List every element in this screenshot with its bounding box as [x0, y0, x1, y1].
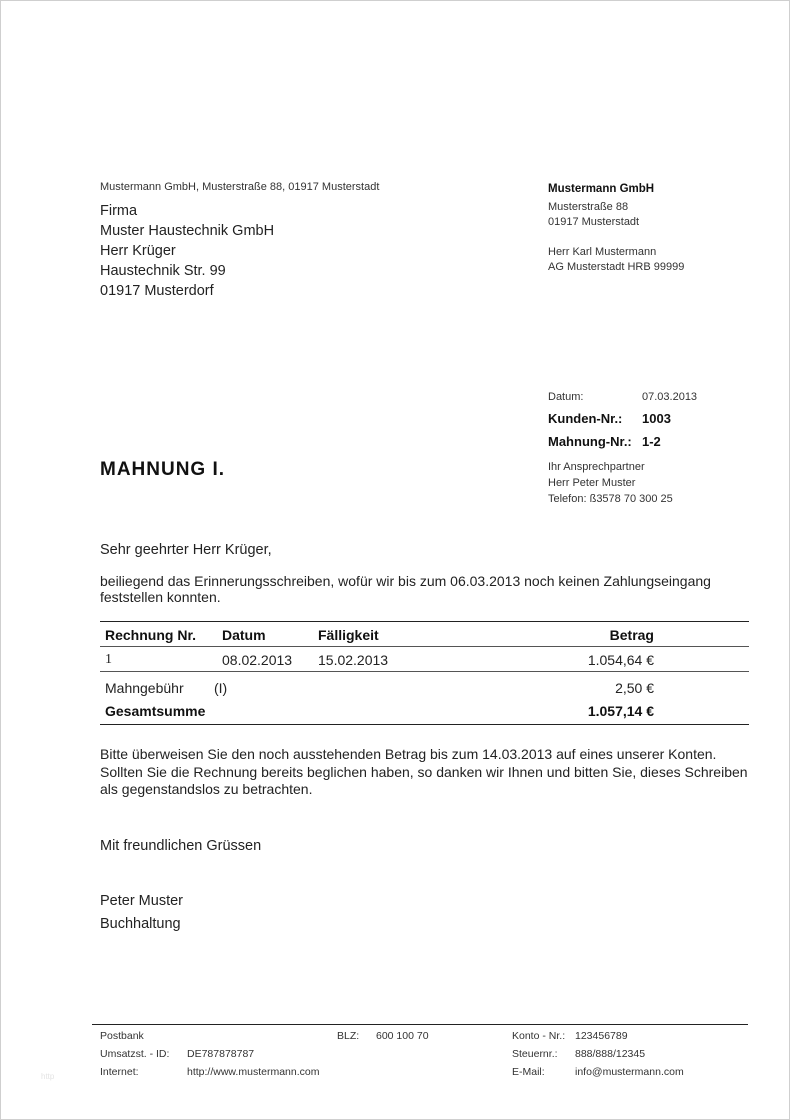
- letter-title: MAHNUNG I.: [100, 459, 226, 480]
- company-city: 01917 Musterstadt: [548, 216, 640, 228]
- customer-number-value: 1003: [642, 411, 671, 426]
- footer-labels-col-right: [512, 1027, 565, 1081]
- table-header-row: [100, 622, 749, 646]
- contact-person: Herr Peter Muster: [548, 477, 636, 489]
- payment-request-paragraph: Bitte überweisen Sie den noch ausstehenden Betrag bis zum 14.03.2013 auf eines unserer Konten. Sollten Sie die Rechnung bereits beglichen haben, so danken wir Ihnen und bitten Sie, dieses Schreiben als gegenstandslos zu betrachten.: [100, 746, 748, 797]
- footer-tax-label: Steuernr.:: [512, 1048, 558, 1060]
- footer-vat-label: Umsatzst. - ID:: [100, 1048, 170, 1060]
- footer-bank: Postbank: [100, 1030, 144, 1042]
- date-label: Datum:: [548, 391, 584, 403]
- invoice-amount: 1.054,64 €: [587, 652, 654, 668]
- closing-phrase: Mit freundlichen Grüssen: [100, 838, 262, 854]
- recipient-address: [100, 201, 274, 301]
- reminder-number-label: Mahnung-Nr.:: [548, 434, 632, 449]
- header-date: Datum: [222, 627, 266, 643]
- total-amount: 1.057,14 €: [587, 703, 654, 719]
- footer-rule: [92, 1024, 748, 1025]
- company-name: Mustermann GmbH: [548, 183, 655, 195]
- table-row: [100, 647, 749, 671]
- footer-email-link[interactable]: info@mustermann.com: [575, 1066, 684, 1078]
- company-register: AG Musterstadt HRB 99999: [548, 261, 685, 273]
- footer-web-label: Internet:: [100, 1066, 139, 1078]
- footer-vat-value: DE787878787: [187, 1048, 255, 1060]
- watermark-text: http: [41, 1072, 55, 1081]
- recipient-line: Firma: [100, 203, 138, 219]
- date-value: 07.03.2013: [642, 391, 698, 403]
- signature-block: [100, 890, 183, 936]
- footer-tax-value: 888/888/12345: [575, 1048, 646, 1060]
- reminder-number-row: [548, 434, 697, 449]
- total-row: [100, 700, 749, 724]
- phone-value: ß3578 70 300 25: [589, 493, 673, 505]
- header-due-date: Fälligkeit: [318, 627, 379, 643]
- recipient-line: Muster Haustechnik GmbH: [100, 223, 275, 239]
- company-block: [548, 182, 684, 275]
- customer-number-row: [548, 411, 697, 426]
- invoice-table: [100, 621, 749, 725]
- invoice-due-date: 15.02.2013: [318, 652, 389, 668]
- company-street: Musterstraße 88: [548, 201, 629, 213]
- header-invoice-number: Rechnung Nr.: [105, 627, 197, 643]
- signer-name: Peter Muster: [100, 893, 183, 909]
- intro-paragraph: beiliegend das Erinnerungsschreiben, wofür wir bis zum 06.03.2013 noch keinen Zahlungseingang feststellen konnten.: [100, 573, 711, 605]
- invoice-date: 08.02.2013: [222, 652, 293, 668]
- customer-number-label: Kunden-Nr.:: [548, 411, 623, 426]
- fee-row: [100, 672, 749, 700]
- footer-labels-col: [100, 1027, 169, 1081]
- phone-label: Telefon:: [548, 493, 587, 505]
- contact-heading: Ihr Ansprechpartner: [548, 461, 645, 473]
- fee-amount: 2,50 €: [615, 680, 654, 696]
- recipient-line: 01917 Musterdorf: [100, 283, 214, 299]
- reminder-number-value: 1-2: [642, 434, 661, 449]
- footer-values-col-right: [575, 1027, 684, 1081]
- blz-label: BLZ:: [337, 1030, 360, 1042]
- invoice-number: 1: [105, 652, 112, 667]
- date-row: [548, 391, 697, 403]
- fee-level: (I): [214, 680, 228, 696]
- contact-block: [548, 459, 673, 507]
- footer-blz-label: [337, 1027, 359, 1045]
- footer-website-link[interactable]: http://www.mustermann.com: [187, 1066, 320, 1078]
- sender-return-line: Mustermann GmbH, Musterstraße 88, 01917 Musterstadt: [100, 181, 380, 193]
- footer-account-value: 123456789: [575, 1030, 628, 1042]
- footer-account-label: Konto - Nr.:: [512, 1030, 566, 1042]
- table-rule: [100, 724, 749, 725]
- footer-blz-value: [376, 1027, 429, 1045]
- salutation: Sehr geehrter Herr Krüger,: [100, 542, 272, 558]
- recipient-line: Haustechnik Str. 99: [100, 263, 226, 279]
- recipient-line: Herr Krüger: [100, 243, 176, 259]
- footer-values-col: [187, 1027, 319, 1081]
- header-amount: Betrag: [609, 627, 654, 643]
- total-label: Gesamtsumme: [105, 703, 206, 719]
- signer-department: Buchhaltung: [100, 916, 181, 932]
- blz-value: 600 100 70: [376, 1030, 429, 1042]
- fee-label: Mahngebühr: [105, 680, 184, 696]
- letter-meta: [548, 391, 697, 449]
- footer-email-label: E-Mail:: [512, 1066, 545, 1078]
- company-owner: Herr Karl Mustermann: [548, 246, 657, 258]
- contact-phone: [548, 491, 673, 507]
